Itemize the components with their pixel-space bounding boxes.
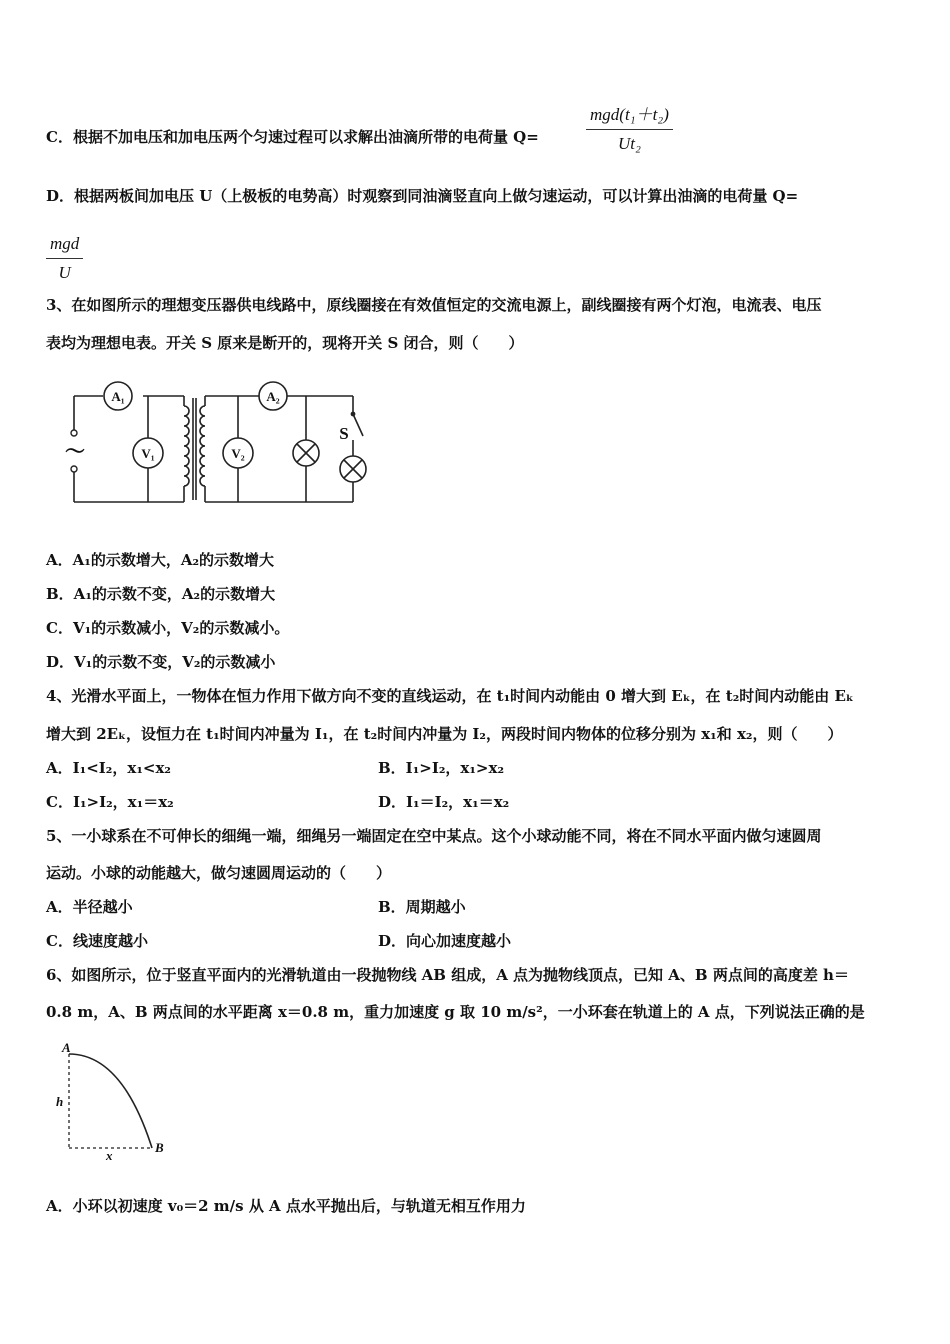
label-distance-x: x: [106, 1148, 113, 1162]
q3-stem-line1: 3、在如图所示的理想变压器供电线路中，原线圈接在有效值恒定的交流电源上，副线圈接有两个灯泡，电流表、电压: [46, 296, 822, 314]
parabola-track-diagram: [50, 1038, 180, 1162]
q4-stem-line2: 增大到 2Eₖ，设恒力在 t₁时间内冲量为 I₁，在 t₂时间内冲量为 I₂，两段时间内物体的位移分别为 x₁和 x₂，则（ ）: [46, 725, 843, 743]
label-height-h: h: [56, 1094, 64, 1109]
label-a1: A₁: [111, 389, 125, 404]
q5-option-b: B．周期越小: [378, 898, 466, 916]
q3-option-c: C．V₁的示数减小，V₂的示数减小。: [46, 619, 290, 637]
q6-stem-line1: 6、如图所示，位于竖直平面内的光滑轨道由一段抛物线 AB 组成，A 点为抛物线顶点，已知 A、B 两点间的高度差 h＝: [46, 966, 849, 984]
q5-option-c: C．线速度越小: [46, 932, 148, 950]
transformer-circuit-diagram: [60, 376, 380, 508]
q3-stem-line2: 表均为理想电表。开关 S 原来是断开的，现将开关 S 闭合，则（ ）: [46, 334, 524, 352]
q2-option-d: D．根据两板间加电压 U（上极板的电势高）时观察到同油滴竖直向上做匀速运动，可以计算出油滴的电荷量 Q=: [46, 187, 799, 205]
q4-option-a: A．I₁<I₂，x₁<x₂: [46, 759, 171, 777]
q5-option-a: A．半径越小: [46, 898, 133, 916]
q4-option-b: B．I₁>I₂，x₁>x₂: [378, 759, 505, 777]
fraction-numerator: mgd(t₁＋t₂): [590, 105, 669, 124]
q2-option-c-fraction: [586, 100, 673, 154]
q4-option-c: C．I₁>I₂，x₁＝x₂: [46, 793, 174, 811]
parabola-track: [69, 1054, 152, 1148]
q5-stem-line1: 5、一小球系在不可伸长的细绳一端，细绳另一端固定在空中某点。这个小球动能不同，将在不同水平面内做匀速圆周: [46, 827, 822, 845]
q3-option-d: D．V₁的示数不变，V₂的示数减小: [46, 653, 276, 671]
q2-option-d-fraction: [46, 234, 83, 283]
q4-stem-line1: 4、光滑水平面上，一物体在恒力作用下做方向不变的直线运动，在 t₁时间内动能由 0 增大到 Eₖ，在 t₂时间内动能由 Eₖ: [46, 687, 854, 705]
label-a2: A₂: [266, 389, 280, 404]
label-point-a: A: [62, 1040, 71, 1055]
label-v1: V₁: [141, 446, 155, 461]
label-v2: V₂: [231, 446, 245, 461]
label-ac-source: ～: [65, 441, 85, 463]
label-switch: S: [339, 424, 349, 443]
fraction-numerator: mgd: [50, 234, 80, 253]
fraction-denominator: Ut₂: [617, 134, 641, 153]
q3-option-a: A．A₁的示数增大，A₂的示数增大: [46, 551, 275, 569]
label-point-b: B: [155, 1140, 164, 1155]
q2-option-c: C．根据不加电压和加电压两个匀速过程可以求解出油滴所带的电荷量 Q=: [46, 128, 539, 146]
q5-option-d: D．向心加速度越小: [378, 932, 512, 950]
fraction-denominator: U: [58, 263, 71, 282]
q5-stem-line2: 运动。小球的动能越大，做匀速圆周运动的（ ）: [46, 864, 392, 882]
q6-stem-line2: 0.8 m，A、B 两点间的水平距离 x＝0.8 m，重力加速度 g 取 10 m/s²，一小环套在轨道上的 A 点，下列说法正确的是: [46, 1003, 865, 1021]
q6-option-a: A．小环以初速度 v₀＝2 m/s 从 A 点水平抛出后，与轨道无相互作用力: [46, 1197, 526, 1215]
q3-option-b: B．A₁的示数不变，A₂的示数增大: [46, 585, 276, 603]
q4-option-d: D．I₁＝I₂，x₁＝x₂: [378, 793, 510, 811]
